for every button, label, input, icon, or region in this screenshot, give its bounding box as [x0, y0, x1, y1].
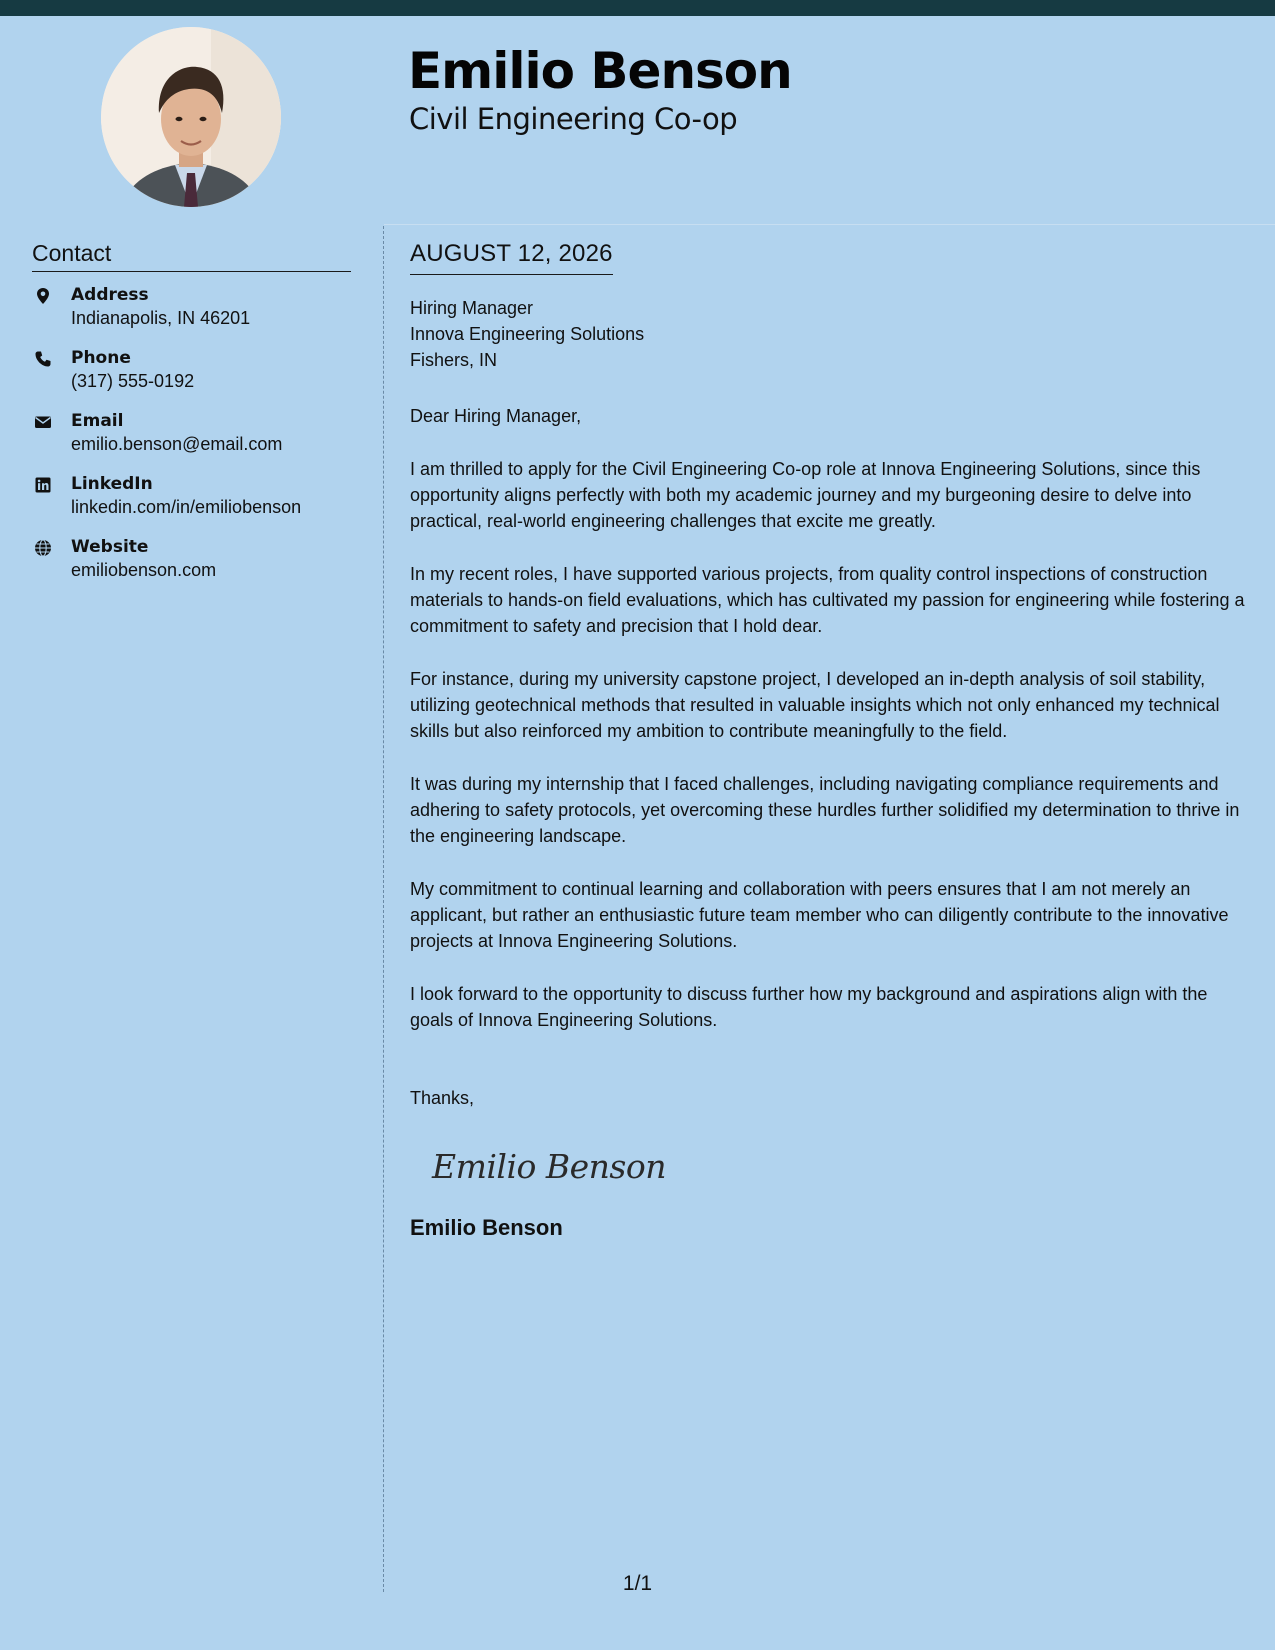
contact-list — [32, 284, 372, 599]
column-divider — [383, 226, 384, 1592]
salutation: Dear Hiring Manager, — [410, 406, 582, 426]
closing: Thanks, — [410, 1088, 475, 1108]
contact-label: LinkedIn — [71, 474, 153, 494]
handwritten-signature: Emilio Benson — [432, 1147, 666, 1186]
recipient-title: Hiring Manager — [410, 298, 534, 318]
applicant-role: Civil Engineering Co-op — [409, 102, 738, 136]
avatar — [101, 27, 281, 207]
contact-value: emilio.benson@email.com — [71, 434, 283, 454]
letter-paragraph: In my recent roles, I have supported various projects, from quality control inspections of construction materials to hands-on field evaluations, which has cultivated my passion for engineering while fostering a commitment to safety and precision that I hold dear. — [410, 564, 1245, 636]
contact-heading: Contact — [32, 240, 351, 272]
header-divider — [384, 224, 1275, 225]
contact-label: Website — [71, 537, 149, 557]
contact-label: Phone — [71, 348, 131, 368]
letter-paragraph: My commitment to continual learning and collaboration with peers ensures that I am not merely an applicant, but rather an enthusiastic future team member who can diligently contribute to the innovative projects at Innova Engineering Solutions. — [410, 879, 1229, 951]
contact-value: (317) 555-0192 — [71, 371, 195, 391]
contact-item-phone — [32, 347, 372, 410]
contact-label: Email — [71, 411, 124, 431]
contact-item-email — [32, 410, 372, 473]
contact-item-address — [32, 284, 372, 347]
phone-icon — [34, 350, 52, 368]
envelope-icon — [34, 413, 52, 431]
letter-paragraph: For instance, during my university capstone project, I developed an in-depth analysis of soil stability, utilizing geotechnical methods that resulted in valuable insights which not only enhanced my technical skills but also reinforced my ambition to contribute meaningfully to the field. — [410, 669, 1220, 741]
contact-item-website — [32, 536, 372, 599]
top-accent-bar — [0, 0, 1275, 16]
page-number: 1/1 — [622, 1572, 653, 1595]
letter-body — [410, 240, 1255, 1241]
recipient-location: Fishers, IN — [410, 350, 498, 370]
linkedin-icon — [34, 476, 52, 494]
recipient-block — [410, 295, 1255, 373]
contact-item-linkedin — [32, 473, 372, 536]
applicant-name: Emilio Benson — [408, 42, 792, 100]
contact-value: emiliobenson.com — [71, 560, 217, 580]
letter-date: AUGUST 12, 2026 — [410, 240, 613, 275]
letter-paragraph: I look forward to the opportunity to discuss further how my background and aspirations align with the goals of Innova Engineering Solutions. — [410, 984, 1208, 1030]
contact-value: linkedin.com/in/emiliobenson — [71, 497, 302, 517]
letter-paragraph: It was during my internship that I faced challenges, including navigating compliance requirements and adhering to safety protocols, yet overcoming these hurdles further solidified my determination to thrive in the engineering landscape. — [410, 774, 1240, 846]
map-pin-icon — [34, 287, 52, 305]
contact-value: Indianapolis, IN 46201 — [71, 308, 251, 328]
signer-name: Emilio Benson — [410, 1215, 563, 1240]
recipient-company: Innova Engineering Solutions — [410, 324, 645, 344]
letter-paragraph: I am thrilled to apply for the Civil Engineering Co-op role at Innova Engineering Solutions, since this opportunity aligns perfectly with both my academic journey and my burgeoning desire to delve into practical, real-world engineering challenges that excite me greatly. — [410, 459, 1201, 531]
contact-label: Address — [71, 285, 149, 305]
globe-icon — [34, 539, 52, 557]
profile-photo — [101, 27, 281, 207]
